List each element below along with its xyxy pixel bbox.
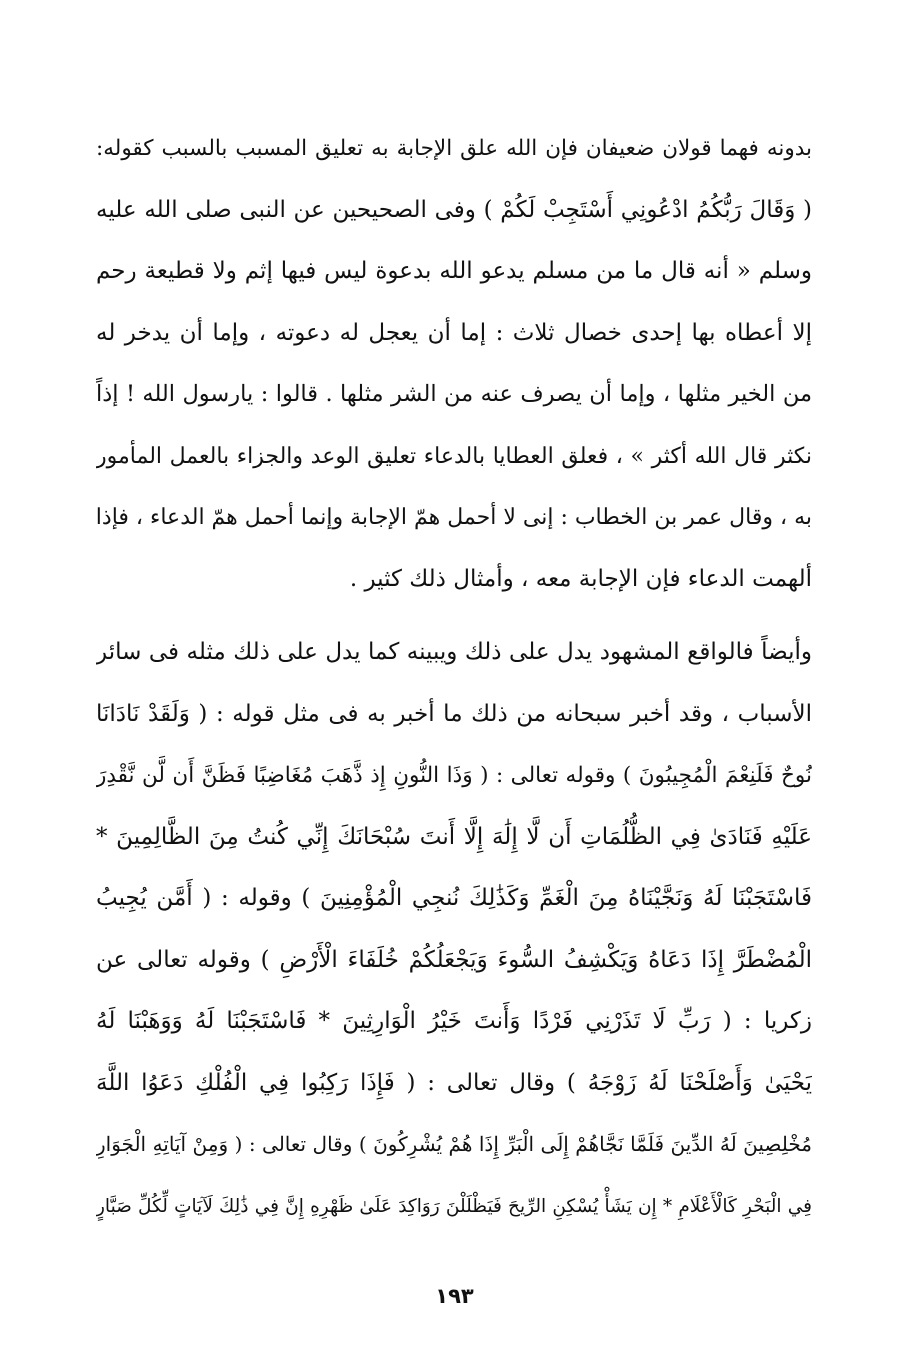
text-line: نكثر قال الله أكثر » ، فعلق العطايا بالدعاء تعليق الوعد والجزاء بالعمل المأمور	[96, 443, 812, 469]
text-line: إلا أعطاه بها إحدى خصال ثلاث : إما أن يعجل له دعوته ، وإما أن يدخر له	[96, 319, 812, 346]
page-number: ١٩٣	[435, 1284, 474, 1308]
text-line: يَحْيَىٰ وَأَصْلَحْنَا لَهُ زَوْجَهُ ) وقال تعالى : ( فَإِذَا رَكِبُوا فِي الْفُلْكِ دَعَوُا اللَّهَ	[96, 1069, 812, 1096]
paragraph-1	[96, 118, 812, 610]
text-line: بدونه فهما قولان ضعيفان فإن الله علق الإجابة به تعليق المسبب بالسبب كقوله:	[96, 136, 812, 161]
text-line: وسلم « أنه قال ما من مسلم يدعو الله بدعوة ليس فيها إثم ولا قطيعة رحم	[96, 258, 812, 284]
text-line: ( وَقَالَ رَبُّكُمُ ادْعُونِي أَسْتَجِبْ لَكُمْ ) وفى الصحيحين عن النبى صلى الله عليه	[96, 196, 812, 223]
text-line: فَاسْتَجَبْنَا لَهُ وَنَجَّيْنَاهُ مِنَ الْغَمِّ وَكَذَٰلِكَ نُنجِي الْمُؤْمِنِينَ ) وقوله : ( أَمَّن يُجِيبُ	[96, 885, 812, 911]
paragraph-2	[96, 622, 812, 1237]
text-line: من الخير مثلها ، وإما أن يصرف عنه من الشر مثلها . قالوا : يارسول الله ! إذاً	[96, 381, 812, 407]
text-line: عَلَيْهِ فَنَادَىٰ فِي الظُّلُمَاتِ أَن لَّا إِلَٰهَ إِلَّا أَنتَ سُبْحَانَكَ إِنِّي كُنتُ مِنَ الظَّالِمِينَ *	[96, 823, 812, 850]
text-line: نُوحٌ فَلَنِعْمَ الْمُجِيبُونَ ) وقوله تعالى : ( وَذَا النُّونِ إِذ ذَّهَبَ مُغَاضِبًا فَظَنَّ أَن لَّن نَّقْدِرَ	[96, 763, 812, 788]
text-line: الْمُضْطَرَّ إِذَا دَعَاهُ وَيَكْشِفُ السُّوءَ وَيَجْعَلُكُمْ خُلَفَاءَ الْأَرْضِ ) وقوله تعالى عن	[96, 946, 812, 973]
text-line: به ، وقال عمر بن الخطاب : إنى لا أحمل همّ الإجابة وإنما أحمل همّ الدعاء ، فإذا	[96, 505, 812, 530]
text-line: الأسباب ، وقد أخبر سبحانه من ذلك ما أخبر به فى مثل قوله : ( وَلَقَدْ نَادَانَا	[96, 700, 812, 727]
text-line: وأيضاً فالواقع المشهود يدل على ذلك ويبينه كما يدل على ذلك مثله فى سائر	[96, 639, 812, 665]
text-line: ألهمت الدعاء فإن الإجابة معه ، وأمثال ذلك كثير .	[349, 565, 812, 592]
text-line: فِي الْبَحْرِ كَالْأَعْلَامِ * إِن يَشَأْ يُسْكِنِ الرِّيحَ فَيَظْلَلْنَ رَوَاكِدَ عَلَىٰ ظَهْرِهِ إِنَّ فِي ذَٰلِكَ لَآيَاتٍ لِّكُلِّ صَبَّارٍ	[96, 1195, 812, 1217]
text-line: زكريا : ( رَبِّ لَا تَذَرْنِي فَرْدًا وَأَنتَ خَيْرُ الْوَارِثِينَ * فَاسْتَجَبْنَا لَهُ وَوَهَبْنَا لَهُ	[96, 1008, 812, 1034]
text-line: مُخْلِصِينَ لَهُ الدِّينَ فَلَمَّا نَجَّاهُمْ إِلَى الْبَرِّ إِذَا هُمْ يُشْرِكُونَ ) وقال تعالى : ( وَمِنْ آيَاتِهِ الْجَوَارِ	[96, 1132, 812, 1156]
